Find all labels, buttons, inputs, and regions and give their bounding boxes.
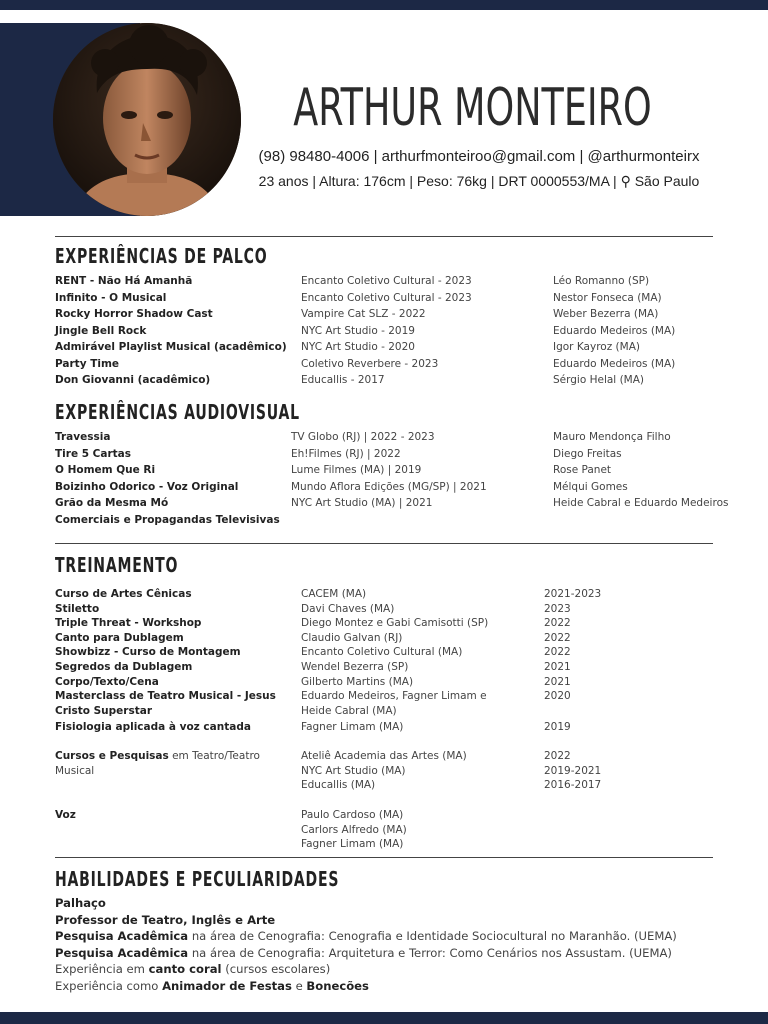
section-title-audiovisual: EXPERIÊNCIAS AUDIOVISUAL	[55, 400, 300, 424]
training-teacher: Davi Chaves (MA)	[301, 602, 395, 615]
training-course: Stiletto	[55, 602, 100, 615]
pesquisas-label-rest: em Teatro/Teatro	[168, 750, 260, 762]
training-course: Fisiologia aplicada à voz cantada	[55, 720, 251, 733]
training-year: 2021-2023	[544, 588, 602, 600]
skill-text: (cursos escolares)	[221, 962, 331, 977]
palco-place: Vampire Cat SLZ - 2022	[301, 308, 426, 320]
training-course: Triple Threat - Workshop	[55, 617, 202, 630]
profile-photo	[53, 23, 241, 216]
training-teacher: Diego Montez e Gabi Camisotti (SP)	[301, 617, 489, 630]
audiovisual-title: Comerciais e Propagandas Televisivas	[55, 513, 280, 526]
training-course: Showbizz - Curso de Montagem	[55, 646, 241, 659]
training-year: 2023	[544, 602, 571, 615]
pesquisas-label	[55, 750, 260, 762]
top-bar	[0, 0, 768, 10]
section-title-treinamento: TREINAMENTO	[55, 553, 179, 577]
audiovisual-place: Mundo Aflora Edições (MG/SP) | 2021	[291, 480, 487, 493]
audiovisual-title: Tire 5 Cartas	[55, 447, 132, 460]
palco-title: Jingle Bell Rock	[55, 324, 147, 337]
training-teacher: Claudio Galvan (RJ)	[301, 631, 403, 644]
palco-place: NYC Art Studio - 2020	[301, 341, 415, 353]
pesquisas-teacher: NYC Art Studio (MA)	[301, 764, 406, 777]
section-title-palco: EXPERIÊNCIAS DE PALCO	[55, 244, 268, 268]
palco-director: Nestor Fonseca (MA)	[553, 291, 662, 304]
pesquisas-label-line2: Musical	[55, 764, 95, 777]
bottom-bar	[0, 1012, 768, 1024]
audiovisual-director: Mélqui Gomes	[553, 480, 628, 493]
pesquisas-teacher: Ateliê Academia das Artes (MA)	[301, 750, 467, 762]
training-teacher: Encanto Coletivo Cultural (MA)	[301, 646, 463, 659]
training-teacher: CACEM (MA)	[301, 588, 367, 600]
audiovisual-place: TV Globo (RJ) | 2022 - 2023	[291, 431, 435, 443]
training-year: 2022	[544, 646, 571, 659]
section-title-habilidades: HABILIDADES E PECULIARIDADES	[55, 867, 340, 891]
palco-title: Infinito - O Musical	[55, 291, 167, 304]
personal-details: 23 anos | Altura: 176cm | Peso: 76kg | DRT 0000553/MA | ⚲ São Paulo	[258, 173, 700, 189]
palco-place: NYC Art Studio - 2019	[301, 324, 415, 337]
skill-item	[55, 945, 735, 962]
audiovisual-director: Mauro Mendonça Filho	[553, 431, 671, 443]
training-year: 2019	[544, 720, 571, 733]
skill-item	[55, 978, 735, 995]
training-year: 2021	[544, 661, 571, 673]
skill-text-bold: Pesquisa Acadêmica	[55, 929, 189, 944]
training-course: Canto para Dublagem	[55, 631, 184, 644]
audiovisual-title: O Homem Que Ri	[55, 464, 156, 476]
pesquisas-year: 2019-2021	[544, 764, 602, 777]
audiovisual-director: Diego Freitas	[553, 447, 622, 460]
audiovisual-place: Lume Filmes (MA) | 2019	[291, 464, 422, 476]
training-year: 2022	[544, 631, 571, 644]
contact-line: (98) 98480-4006 | arthurfmonteiroo@gmail.com | @arthurmonteirx	[258, 148, 700, 165]
pesquisas-label-bold: Cursos e Pesquisas	[55, 750, 169, 762]
voz-teacher: Fagner Limam (MA)	[301, 838, 404, 851]
training-year: 2022	[544, 617, 571, 630]
training-teacher: Heide Cabral (MA)	[301, 704, 397, 717]
audiovisual-director: Heide Cabral e Eduardo Medeiros	[553, 497, 729, 509]
audiovisual-place: Eh!Filmes (RJ) | 2022	[291, 447, 401, 460]
skill-text: Palhaço	[55, 896, 106, 910]
section-divider	[55, 236, 713, 237]
palco-title: Don Giovanni (acadêmico)	[55, 374, 211, 386]
candidate-name: ARTHUR MONTEIRO	[293, 78, 652, 138]
skill-text-bold: Bonecões	[306, 978, 369, 993]
audiovisual-title: Boizinho Odorico - Voz Original	[55, 480, 239, 493]
audiovisual-place: NYC Art Studio (MA) | 2021	[291, 497, 433, 509]
training-course: Corpo/Texto/Cena	[55, 675, 159, 688]
skill-text: e	[291, 978, 307, 993]
audiovisual-title: Grão da Mesma Mó	[55, 497, 169, 509]
palco-title: Rocky Horror Shadow Cast	[55, 308, 213, 320]
palco-director: Sérgio Helal (MA)	[553, 374, 644, 386]
palco-director: Eduardo Medeiros (MA)	[553, 357, 676, 370]
training-course: Segredos da Dublagem	[55, 661, 193, 673]
training-teacher: Fagner Limam (MA)	[301, 720, 404, 733]
section-divider	[55, 857, 713, 858]
palco-director: Igor Kayroz (MA)	[553, 341, 640, 353]
skill-text: na área de Cenografia: Arquitetura e Terror: Como Cenários nos Assustam. (UEMA)	[188, 945, 672, 960]
pesquisas-year: 2022	[544, 750, 571, 762]
palco-director: Léo Romanno (SP)	[553, 275, 650, 287]
pesquisas-year: 2016-2017	[544, 779, 602, 792]
skill-item	[55, 895, 735, 912]
palco-place: Encanto Coletivo Cultural - 2023	[301, 291, 472, 304]
skill-text: Experiência em	[55, 962, 149, 977]
palco-place: Educallis - 2017	[301, 374, 385, 386]
voz-teacher: Carlors Alfredo (MA)	[301, 823, 407, 836]
pesquisas-teacher: Educallis (MA)	[301, 779, 376, 792]
training-course: Masterclass de Teatro Musical - Jesus	[55, 690, 276, 703]
training-teacher: Eduardo Medeiros, Fagner Limam e	[301, 690, 487, 703]
palco-place: Coletivo Reverbere - 2023	[301, 357, 439, 370]
palco-title: Admirável Playlist Musical (acadêmico)	[55, 341, 287, 353]
skill-item	[55, 928, 735, 945]
skill-text: na área de Cenografia: Cenografia e Identidade Sociocultural no Maranhão. (UEMA)	[188, 929, 677, 944]
audiovisual-director: Rose Panet	[553, 464, 612, 476]
training-course: Curso de Artes Cênicas	[55, 588, 192, 600]
section-divider	[55, 543, 713, 544]
voz-teacher: Paulo Cardoso (MA)	[301, 809, 404, 821]
voz-label: Voz	[55, 809, 76, 821]
skill-text-bold: Pesquisa Acadêmica	[55, 945, 189, 960]
skill-text-bold: canto coral	[148, 962, 222, 977]
skill-text-bold: Animador de Festas	[162, 978, 292, 993]
audiovisual-title: Travessia	[55, 431, 111, 443]
training-course: Cristo Superstar	[55, 704, 153, 717]
palco-director: Weber Bezerra (MA)	[553, 308, 659, 320]
skills-list	[55, 895, 735, 995]
palco-director: Eduardo Medeiros (MA)	[553, 324, 676, 337]
palco-title: Party Time	[55, 357, 120, 370]
skill-item	[55, 961, 735, 978]
training-year: 2020	[544, 690, 571, 703]
training-year: 2021	[544, 675, 571, 688]
skill-item	[55, 912, 735, 929]
training-teacher: Gilberto Martins (MA)	[301, 675, 414, 688]
skill-text: Experiência como	[55, 978, 163, 993]
palco-place: Encanto Coletivo Cultural - 2023	[301, 275, 472, 287]
training-teacher: Wendel Bezerra (SP)	[301, 661, 409, 673]
palco-title: RENT - Não Há Amanhã	[55, 275, 193, 287]
skill-text: Professor de Teatro, Inglês e Arte	[55, 912, 276, 927]
